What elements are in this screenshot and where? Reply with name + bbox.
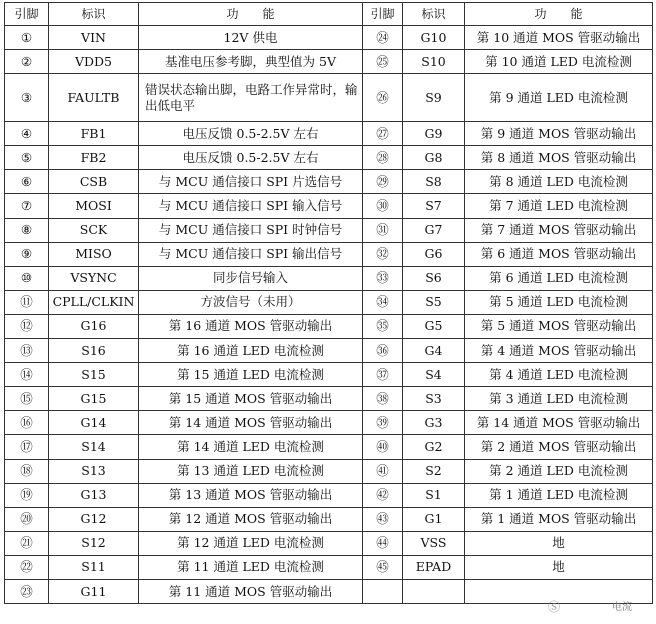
- pin-number-left: ⑲: [5, 483, 49, 507]
- pin-number-right: ㊹: [363, 531, 403, 555]
- pin-number-right: ㉞: [363, 290, 403, 314]
- pin-function-right: 第 14 通道 MOS 管驱动输出: [465, 411, 653, 435]
- pin-function-left: 第 16 通道 LED 电流检测: [139, 339, 363, 363]
- pin-function-right: 第 1 通道 MOS 管驱动输出: [465, 507, 653, 531]
- pin-number-right: [363, 579, 403, 603]
- pin-id-left: S11: [49, 555, 139, 579]
- pin-id-right: S10: [403, 50, 465, 74]
- pin-id-right: S5: [403, 290, 465, 314]
- pin-function-left: 电压反馈 0.5-2.5V 左右: [139, 146, 363, 170]
- table-row: [5, 194, 653, 218]
- pin-id-right: S2: [403, 459, 465, 483]
- pin-number-right: ㊱: [363, 339, 403, 363]
- pin-function-table: [4, 2, 653, 604]
- pin-function-right: 第 2 通道 MOS 管驱动输出: [465, 435, 653, 459]
- pin-id-left: FAULTB: [49, 74, 139, 122]
- pin-function-left: 同步信号输入: [139, 266, 363, 290]
- pin-function-left: 与 MCU 通信接口 SPI 输入信号: [139, 194, 363, 218]
- pin-number-right: ㉔: [363, 26, 403, 50]
- table-row: [5, 507, 653, 531]
- pin-number-left: ⑧: [5, 218, 49, 242]
- pin-function-right: 第 4 通道 LED 电流检测: [465, 363, 653, 387]
- pin-function-right: 第 5 通道 MOS 管驱动输出: [465, 314, 653, 338]
- table-row: [5, 555, 653, 579]
- pin-id-left: FB1: [49, 122, 139, 146]
- pin-number-left: ⑦: [5, 194, 49, 218]
- pin-id-left: VDD5: [49, 50, 139, 74]
- pin-number-right: ㉜: [363, 242, 403, 266]
- pin-function-left: 12V 供电: [139, 26, 363, 50]
- pin-number-left: ㉑: [5, 531, 49, 555]
- pin-id-right: G8: [403, 146, 465, 170]
- pin-id-right: S1: [403, 483, 465, 507]
- pin-number-right: ㊳: [363, 387, 403, 411]
- pin-id-right: S9: [403, 74, 465, 122]
- pin-id-left: CSB: [49, 170, 139, 194]
- pin-function-left: 第 11 通道 LED 电流检测: [139, 555, 363, 579]
- table-row: [5, 266, 653, 290]
- pin-number-right: ㉚: [363, 194, 403, 218]
- pin-id-right: G3: [403, 411, 465, 435]
- pin-function-left: 方波信号（未用）: [139, 290, 363, 314]
- pin-number-left: ⑳: [5, 507, 49, 531]
- pin-id-left: S12: [49, 531, 139, 555]
- pin-id-right: G2: [403, 435, 465, 459]
- table-row: [5, 50, 653, 74]
- table-row: [5, 242, 653, 266]
- pin-function-left: 错误状态输出脚，电路工作异常时，输出低电平: [139, 74, 363, 122]
- pin-id-right: G5: [403, 314, 465, 338]
- table-row: [5, 363, 653, 387]
- pin-number-right: ㊺: [363, 555, 403, 579]
- pin-number-right: ㉛: [363, 218, 403, 242]
- pin-number-left: ⑰: [5, 435, 49, 459]
- header-id-right: 标识: [403, 3, 465, 26]
- pin-function-right: 第 10 通道 LED 电流检测: [465, 50, 653, 74]
- pin-id-left: MISO: [49, 242, 139, 266]
- table-row: [5, 387, 653, 411]
- pin-id-right: EPAD: [403, 555, 465, 579]
- pin-function-left: 第 15 通道 MOS 管驱动输出: [139, 387, 363, 411]
- pin-id-left: S15: [49, 363, 139, 387]
- pin-function-left: 第 14 通道 MOS 管驱动输出: [139, 411, 363, 435]
- pin-number-right: ㉙: [363, 170, 403, 194]
- pin-function-right: 第 9 通道 MOS 管驱动输出: [465, 122, 653, 146]
- pin-number-left: ⑯: [5, 411, 49, 435]
- pin-number-left: ⑨: [5, 242, 49, 266]
- pin-id-right: S4: [403, 363, 465, 387]
- pin-id-left: VSYNC: [49, 266, 139, 290]
- pin-id-right: S8: [403, 170, 465, 194]
- pin-function-right: 第 10 通道 MOS 管驱动输出: [465, 26, 653, 50]
- pin-id-right: G9: [403, 122, 465, 146]
- pin-number-left: ④: [5, 122, 49, 146]
- pin-id-left: FB2: [49, 146, 139, 170]
- header-pin-right: 引脚: [363, 3, 403, 26]
- pin-number-left: ⑤: [5, 146, 49, 170]
- pin-function-left: 第 13 通道 MOS 管驱动输出: [139, 483, 363, 507]
- pin-number-right: ㉖: [363, 74, 403, 122]
- pin-number-right: ㊵: [363, 435, 403, 459]
- pin-number-left: ⑩: [5, 266, 49, 290]
- header-function-right: 功 能: [465, 3, 653, 26]
- pin-id-left: SCK: [49, 218, 139, 242]
- pin-id-right: S3: [403, 387, 465, 411]
- pin-function-left: 与 MCU 通信接口 SPI 输出信号: [139, 242, 363, 266]
- pin-number-right: ㉝: [363, 266, 403, 290]
- table-row: [5, 218, 653, 242]
- pin-number-right: ㊷: [363, 483, 403, 507]
- pin-number-right: ㉘: [363, 146, 403, 170]
- pin-number-left: ⑥: [5, 170, 49, 194]
- table-row: [5, 146, 653, 170]
- pin-number-left: ⑪: [5, 290, 49, 314]
- table-row: [5, 339, 653, 363]
- pin-number-left: ⑬: [5, 339, 49, 363]
- pin-id-left: G16: [49, 314, 139, 338]
- pin-function-right: 地: [465, 531, 653, 555]
- pin-function-left: 电压反馈 0.5-2.5V 左右: [139, 122, 363, 146]
- pin-id-right: G4: [403, 339, 465, 363]
- pin-function-right: 第 7 通道 LED 电流检测: [465, 194, 653, 218]
- table-row: [5, 122, 653, 146]
- pin-id-right: VSS: [403, 531, 465, 555]
- table-row: [5, 290, 653, 314]
- pin-function-right: 第 2 通道 LED 电流检测: [465, 459, 653, 483]
- table-row: [5, 74, 653, 122]
- pin-number-right: ㊸: [363, 507, 403, 531]
- pin-number-left: ①: [5, 26, 49, 50]
- pin-id-left: S14: [49, 435, 139, 459]
- watermark-text: 电流: [612, 602, 632, 613]
- table-row: [5, 531, 653, 555]
- pin-function-right: 第 6 通道 LED 电流检测: [465, 266, 653, 290]
- pin-id-right: G1: [403, 507, 465, 531]
- table-row: [5, 26, 653, 50]
- pin-number-right: ㊶: [363, 459, 403, 483]
- table-row: [5, 435, 653, 459]
- table-header-row: [5, 3, 653, 26]
- pin-function-left: 第 11 通道 MOS 管驱动输出: [139, 579, 363, 603]
- table-row: [5, 314, 653, 338]
- pin-function-right: 第 4 通道 MOS 管驱动输出: [465, 339, 653, 363]
- pin-id-right: G6: [403, 242, 465, 266]
- pin-function-right: 第 1 通道 LED 电流检测: [465, 483, 653, 507]
- header-id-left: 标识: [49, 3, 139, 26]
- pin-function-left: 第 12 通道 LED 电流检测: [139, 531, 363, 555]
- pin-id-left: CPLL/CLKIN: [49, 290, 139, 314]
- pin-number-left: ⑮: [5, 387, 49, 411]
- watermark-logo-icon: Ⓢ: [548, 600, 561, 614]
- pin-id-left: G13: [49, 483, 139, 507]
- pin-function-left: 第 13 通道 LED 电流检测: [139, 459, 363, 483]
- pin-id-right: G7: [403, 218, 465, 242]
- pin-function-left: 第 14 通道 LED 电流检测: [139, 435, 363, 459]
- pin-id-left: G14: [49, 411, 139, 435]
- pin-id-left: G15: [49, 387, 139, 411]
- pin-id-left: S13: [49, 459, 139, 483]
- pin-id-right: S7: [403, 194, 465, 218]
- pin-id-left: MOSI: [49, 194, 139, 218]
- pin-function-left: 与 MCU 通信接口 SPI 片选信号: [139, 170, 363, 194]
- pin-number-left: ⑭: [5, 363, 49, 387]
- table-row: [5, 170, 653, 194]
- pin-id-left: S16: [49, 339, 139, 363]
- pin-function-right: 第 8 通道 MOS 管驱动输出: [465, 146, 653, 170]
- pin-number-left: ⑫: [5, 314, 49, 338]
- pin-id-right: [403, 579, 465, 603]
- pin-function-right: 第 8 通道 LED 电流检测: [465, 170, 653, 194]
- pin-number-left: ㉒: [5, 555, 49, 579]
- pin-number-right: ㊲: [363, 363, 403, 387]
- pin-number-left: ③: [5, 74, 49, 122]
- pin-id-left: G11: [49, 579, 139, 603]
- pin-function-left: 第 15 通道 LED 电流检测: [139, 363, 363, 387]
- pin-function-left: 与 MCU 通信接口 SPI 时钟信号: [139, 218, 363, 242]
- pin-function-left: 第 12 通道 MOS 管驱动输出: [139, 507, 363, 531]
- pin-function-left: 第 16 通道 MOS 管驱动输出: [139, 314, 363, 338]
- table-row: [5, 483, 653, 507]
- pin-function-right: 第 7 通道 MOS 管驱动输出: [465, 218, 653, 242]
- pin-id-left: VIN: [49, 26, 139, 50]
- pin-number-left: ⑱: [5, 459, 49, 483]
- pin-number-right: ㉕: [363, 50, 403, 74]
- pin-function-right: 第 6 通道 MOS 管驱动输出: [465, 242, 653, 266]
- pin-function-left: 基准电压参考脚，典型值为 5V: [139, 50, 363, 74]
- pin-number-right: ㉗: [363, 122, 403, 146]
- pin-id-right: S6: [403, 266, 465, 290]
- table-row: [5, 411, 653, 435]
- table-row: [5, 459, 653, 483]
- pin-id-right: G10: [403, 26, 465, 50]
- pin-function-right: 地: [465, 555, 653, 579]
- pin-number-right: ㊴: [363, 411, 403, 435]
- header-function-left: 功 能: [139, 3, 363, 26]
- pin-number-left: ②: [5, 50, 49, 74]
- pin-id-left: G12: [49, 507, 139, 531]
- header-pin-left: 引脚: [5, 3, 49, 26]
- pin-function-right: 第 5 通道 LED 电流检测: [465, 290, 653, 314]
- pin-number-left: ㉓: [5, 579, 49, 603]
- pin-function-right: 第 9 通道 LED 电流检测: [465, 74, 653, 122]
- pin-number-right: ㉟: [363, 314, 403, 338]
- pin-function-right: 第 3 通道 LED 电流检测: [465, 387, 653, 411]
